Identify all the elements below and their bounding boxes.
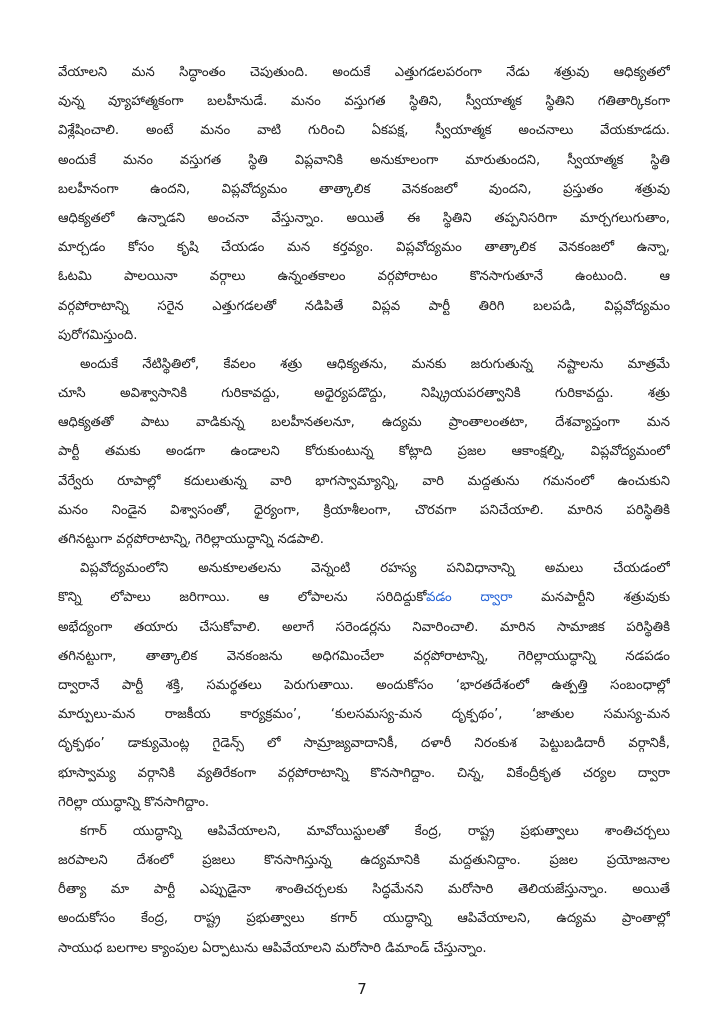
paragraph-2: [58, 350, 670, 554]
text-line-with-highlight: [58, 583, 670, 612]
text-line: దృక్పథం’ డాక్యుమెంట్ల గైడెన్స్ లో సామ్రాజ్యవాదానికీ, దళారీ నిరంకుశ పెట్టుబడిదారీ వర్గానికీ,: [58, 736, 670, 752]
text-line: విశ్లేషించాలి. అంటే మనం వాటి గురించి ఏకపక్ష, స్వీయాత్మక అంచనాలు వేయకూడదు.: [58, 123, 670, 139]
text-line: సాయుధ బలగాల క్యాంపుల ఏర్పాటును ఆపివేయాలని మరోసారి డిమాండ్ చేస్తున్నాం.: [58, 940, 487, 956]
paragraph-3: [58, 554, 670, 817]
text-line: అందుకే నేటిస్థితిలో, కేవలం శత్రు ఆధిక్యతను, మనకు జరుగుతున్న నష్టాలను మాత్రమే: [80, 356, 670, 372]
text-line: చూసి అవిశ్వాసానికి గురికావద్దు, అధైర్యపడొద్దు, నిష్క్రియపరత్వానికి గురికావద్దు. శత్రు: [58, 386, 670, 402]
text-line: వేయాలని మన సిద్ధాంతం చెపుతుంది. అందుకే ఎత్తుగడలపరంగా నేడు శత్రువు ఆధిక్యతలో: [58, 65, 670, 80]
text-line: ఆధిక్యతతో పాటు వాడికున్న బలహీనతలనూ, ఉద్యమ ప్రాంతాలంతటా, దేశవ్యాప్తంగా మన: [58, 415, 670, 431]
text-line: బలహీనంగా ఉందని, విప్లవోద్యమం తాత్కాలిక వెనకంజలో వుందని, ప్రస్తుతం శత్రువు: [58, 181, 670, 197]
highlighted-text: వడం ద్వారా: [426, 590, 513, 606]
text-line: అభేద్యంగా తయారు చేసుకోవాలి. అలాగే సరెండర్లను నివారించాలి. మారిన సామాజిక పరిస్థితికి: [58, 619, 670, 635]
text-line: వేర్వేరు రూపాల్లో కదులుతున్న వారి భాగస్వామ్యాన్ని, వారి మద్దతును గమనంలో ఉంచుకుని: [58, 473, 670, 489]
document-body: [58, 58, 670, 963]
text-line: విప్లవోద్యమంలోని అనుకూలతలను వెన్నంటి రహస్య పనివిధానాన్ని అమలు చేయడంలో: [80, 561, 670, 577]
text-line: తగినట్టుగా వర్గపోరాటాన్ని, గెరిల్లాయుద్ధాన్ని నడపాలి.: [58, 532, 324, 547]
text-segment: కొన్ని లోపాలు జరిగాయి. ఆ లోపాలను సరిదిద్దుకో: [58, 590, 427, 606]
text-line: రీత్యా మా పార్టీ ఎప్పుడైనా శాంతిచర్చలకు సిద్ధమేనని మరోసారి తెలియజేస్తున్నాం. అయితే: [58, 882, 670, 898]
text-line: మనం నిండైన విశ్వాసంతో, ధైర్యంగా, క్రియాశీలంగా, చొరవగా పనిచేయాలి. మారిన పరిస్థితికి: [58, 502, 670, 518]
text-line: ఓటమి పాలయినా వర్గాలు ఉన్నంతకాలం వర్గపోరాటం కొనసాగుతూనే ఉంటుంది. ఆ: [58, 269, 670, 285]
text-line: భూస్వామ్య వర్గానికి వ్యతిరేకంగా వర్గపోరాటాన్ని కొనసాగిద్దాం. చిన్న, వికేంద్రీకృత చర్యల ద్వారా: [58, 765, 670, 781]
paragraph-4: [58, 817, 670, 963]
text-line: తగినట్టుగా, తాత్కాలిక వెనకంజను అధిగమించేలా వర్గపోరాటాన్ని, గెరిల్లాయుద్ధాన్ని నడపడం: [58, 648, 670, 664]
text-line: గెరిల్లా యుద్ధాన్ని కొనసాగిద్దాం.: [58, 794, 210, 810]
text-line: అందుకోసం కేంద్ర, రాష్ట్ర ప్రభుత్వాలు కగార్ యుద్ధాన్ని ఆపివేయాలని, ఉద్యమ ప్రాంతాల్లో: [58, 911, 670, 927]
text-line: మార్చడం కోసం కృషి చేయడం మన కర్తవ్యం. విప్లవోద్యమం తాత్కాలిక వెనకంజలో ఉన్నా,: [58, 240, 670, 256]
text-line: మార్పులు-మన రాజకీయ కార్యక్రమం’, ‘కులసమస్య-మన దృక్పథం’, ‘జాతుల సమస్య-మన: [58, 707, 670, 723]
page-number: 7: [357, 980, 367, 998]
text-line: పార్టీ తమకు అండగా ఉండాలని కోరుకుంటున్న కోట్లాది ప్రజల ఆకాంక్షల్ని, విప్లవోద్యమంలో: [58, 444, 670, 460]
text-line: ద్వారానే పార్టీ శక్తి, సమర్థతలు పెరుగుతాయి. అందుకోసం ‘భారతదేశంలో ఉత్పత్తి సంబంధాల్లో: [58, 677, 670, 693]
text-line: వర్గపోరాటాన్ని సరైన ఎత్తుగడలతో నడిపితే విప్లవ పార్టీ తిరిగి బలపడి, విప్లవోద్యమం: [58, 298, 670, 314]
text-line: కగార్ యుద్ధాన్ని ఆపివేయాలని, మావోయిస్టులతో కేంద్ర, రాష్ట్ర ప్రభుత్వాలు శాంతిచర్చలు: [80, 823, 670, 839]
text-line: జరపాలని దేశంలో ప్రజలు కొనసాగిస్తున్న ఉద్యమానికి మద్దతునిద్దాం. ప్రజల ప్రయోజనాల: [58, 853, 670, 869]
paragraph-1: [58, 58, 670, 350]
text-line: అందుకే మనం వస్తుగత స్థితి విప్లవానికి అనుకూలంగా మారుతుందని, స్వీయాత్మక స్థితి: [58, 152, 670, 168]
text-segment: మనపార్టీని శత్రువుకు: [512, 590, 670, 606]
text-line: వున్న వ్యూహాత్మకంగా బలహీనుడే. మనం వస్తుగత స్థితిని, స్వీయాత్మక స్థితిని గతితార్కికంగా: [58, 94, 670, 110]
text-line: ఆధిక్యతలో ఉన్నాడని అంచనా వేస్తున్నాం. అయితే ఈ స్థితిని తప్పనిసరిగా మార్చగలుగుతాం,: [58, 210, 670, 226]
text-line: పురోగమిస్తుంది.: [58, 327, 138, 343]
